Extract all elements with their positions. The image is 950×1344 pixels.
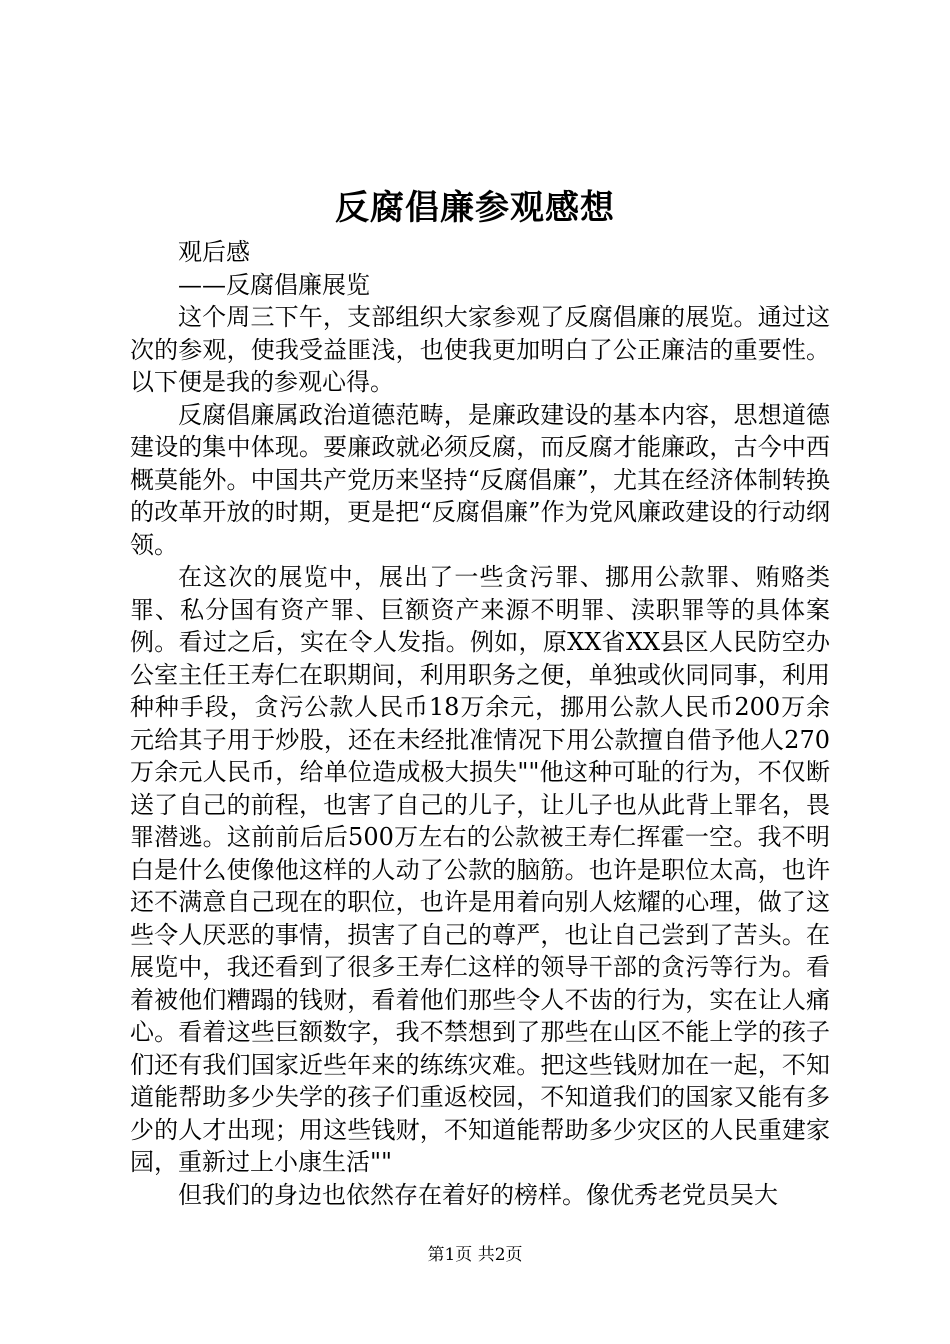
page-number-footer: 第1页 共2页 [427, 1245, 523, 1265]
paragraph-role-models: 但我们的身边也依然存在着好的榜样。像优秀老党员吴大 [178, 1180, 778, 1209]
paragraph-definition: 反腐倡廉属政治道德范畴，是廉政建设的基本内容，思想道德建设的集中体现。要廉政就必须反腐，而反腐才能廉政，古今中西概莫能外。中国共产党历来坚持“反腐倡廉”，尤其在经济体制转换的改革开放的时期，更是把“反腐倡廉”作为党风廉政建设的行动纲领。 [130, 400, 830, 559]
document-body [130, 236, 830, 1211]
document-title: 反腐倡廉参观感想 [335, 188, 615, 228]
paragraph-cases: 在这次的展览中，展出了一些贪污罪、挪用公款罪、贿赂类罪、私分国有资产罪、巨额资产来源不明罪、渎职罪等的具体案例。看过之后，实在令人发指。例如，原XX省XX县区人民防空办公室主任王寿仁在职期间，利用职务之便，单独或伙同同事，利用种种手段，贪污公款人民币18万余元，挪用公款人民币200万余元给其子用于炒股，还在未经批准情况下用公款擅自借予他人270万余元人民币，给单位造成极大损失""他这种可耻的行为，不仅断送了自己的前程，也害了自己的儿子，让儿子也从此背上罪名，畏罪潜逃。这前前后后500万左右的公款被王寿仁挥霍一空。我不明白是什么使像他这样的人动了公款的脑筋。也许是职位太高，也许还不满意自己现在的职位，也许是用着向别人炫耀的心理，做了这些令人厌恶的事情，损害了自己的尊严，也让自己尝到了苦头。在展览中，我还看到了很多王寿仁这样的领导干部的贪污等行为。看着被他们糟蹋的钱财，看着他们那些令人不齿的行为，实在让人痛心。看着这些巨额数字，我不禁想到了那些在山区不能上学的孩子们还有我们国家近些年来的练练灾难。把这些钱财加在一起，不知道能帮助多少失学的孩子们重返校园，不知道我们的国家又能有多少的人才出现；用这些钱财，不知道能帮助多少灾区的人民重建家园，重新过上小康生活"" [130, 563, 830, 1176]
subtitle-review: 观后感 [178, 238, 250, 266]
subtitle-exhibition: ——反腐倡廉展览 [178, 270, 370, 299]
paragraph-intro: 这个周三下午，支部组织大家参观了反腐倡廉的展览。通过这次的参观，使我受益匪浅，也使我更加明白了公正廉洁的重要性。以下便是我的参观心得。 [130, 303, 830, 396]
